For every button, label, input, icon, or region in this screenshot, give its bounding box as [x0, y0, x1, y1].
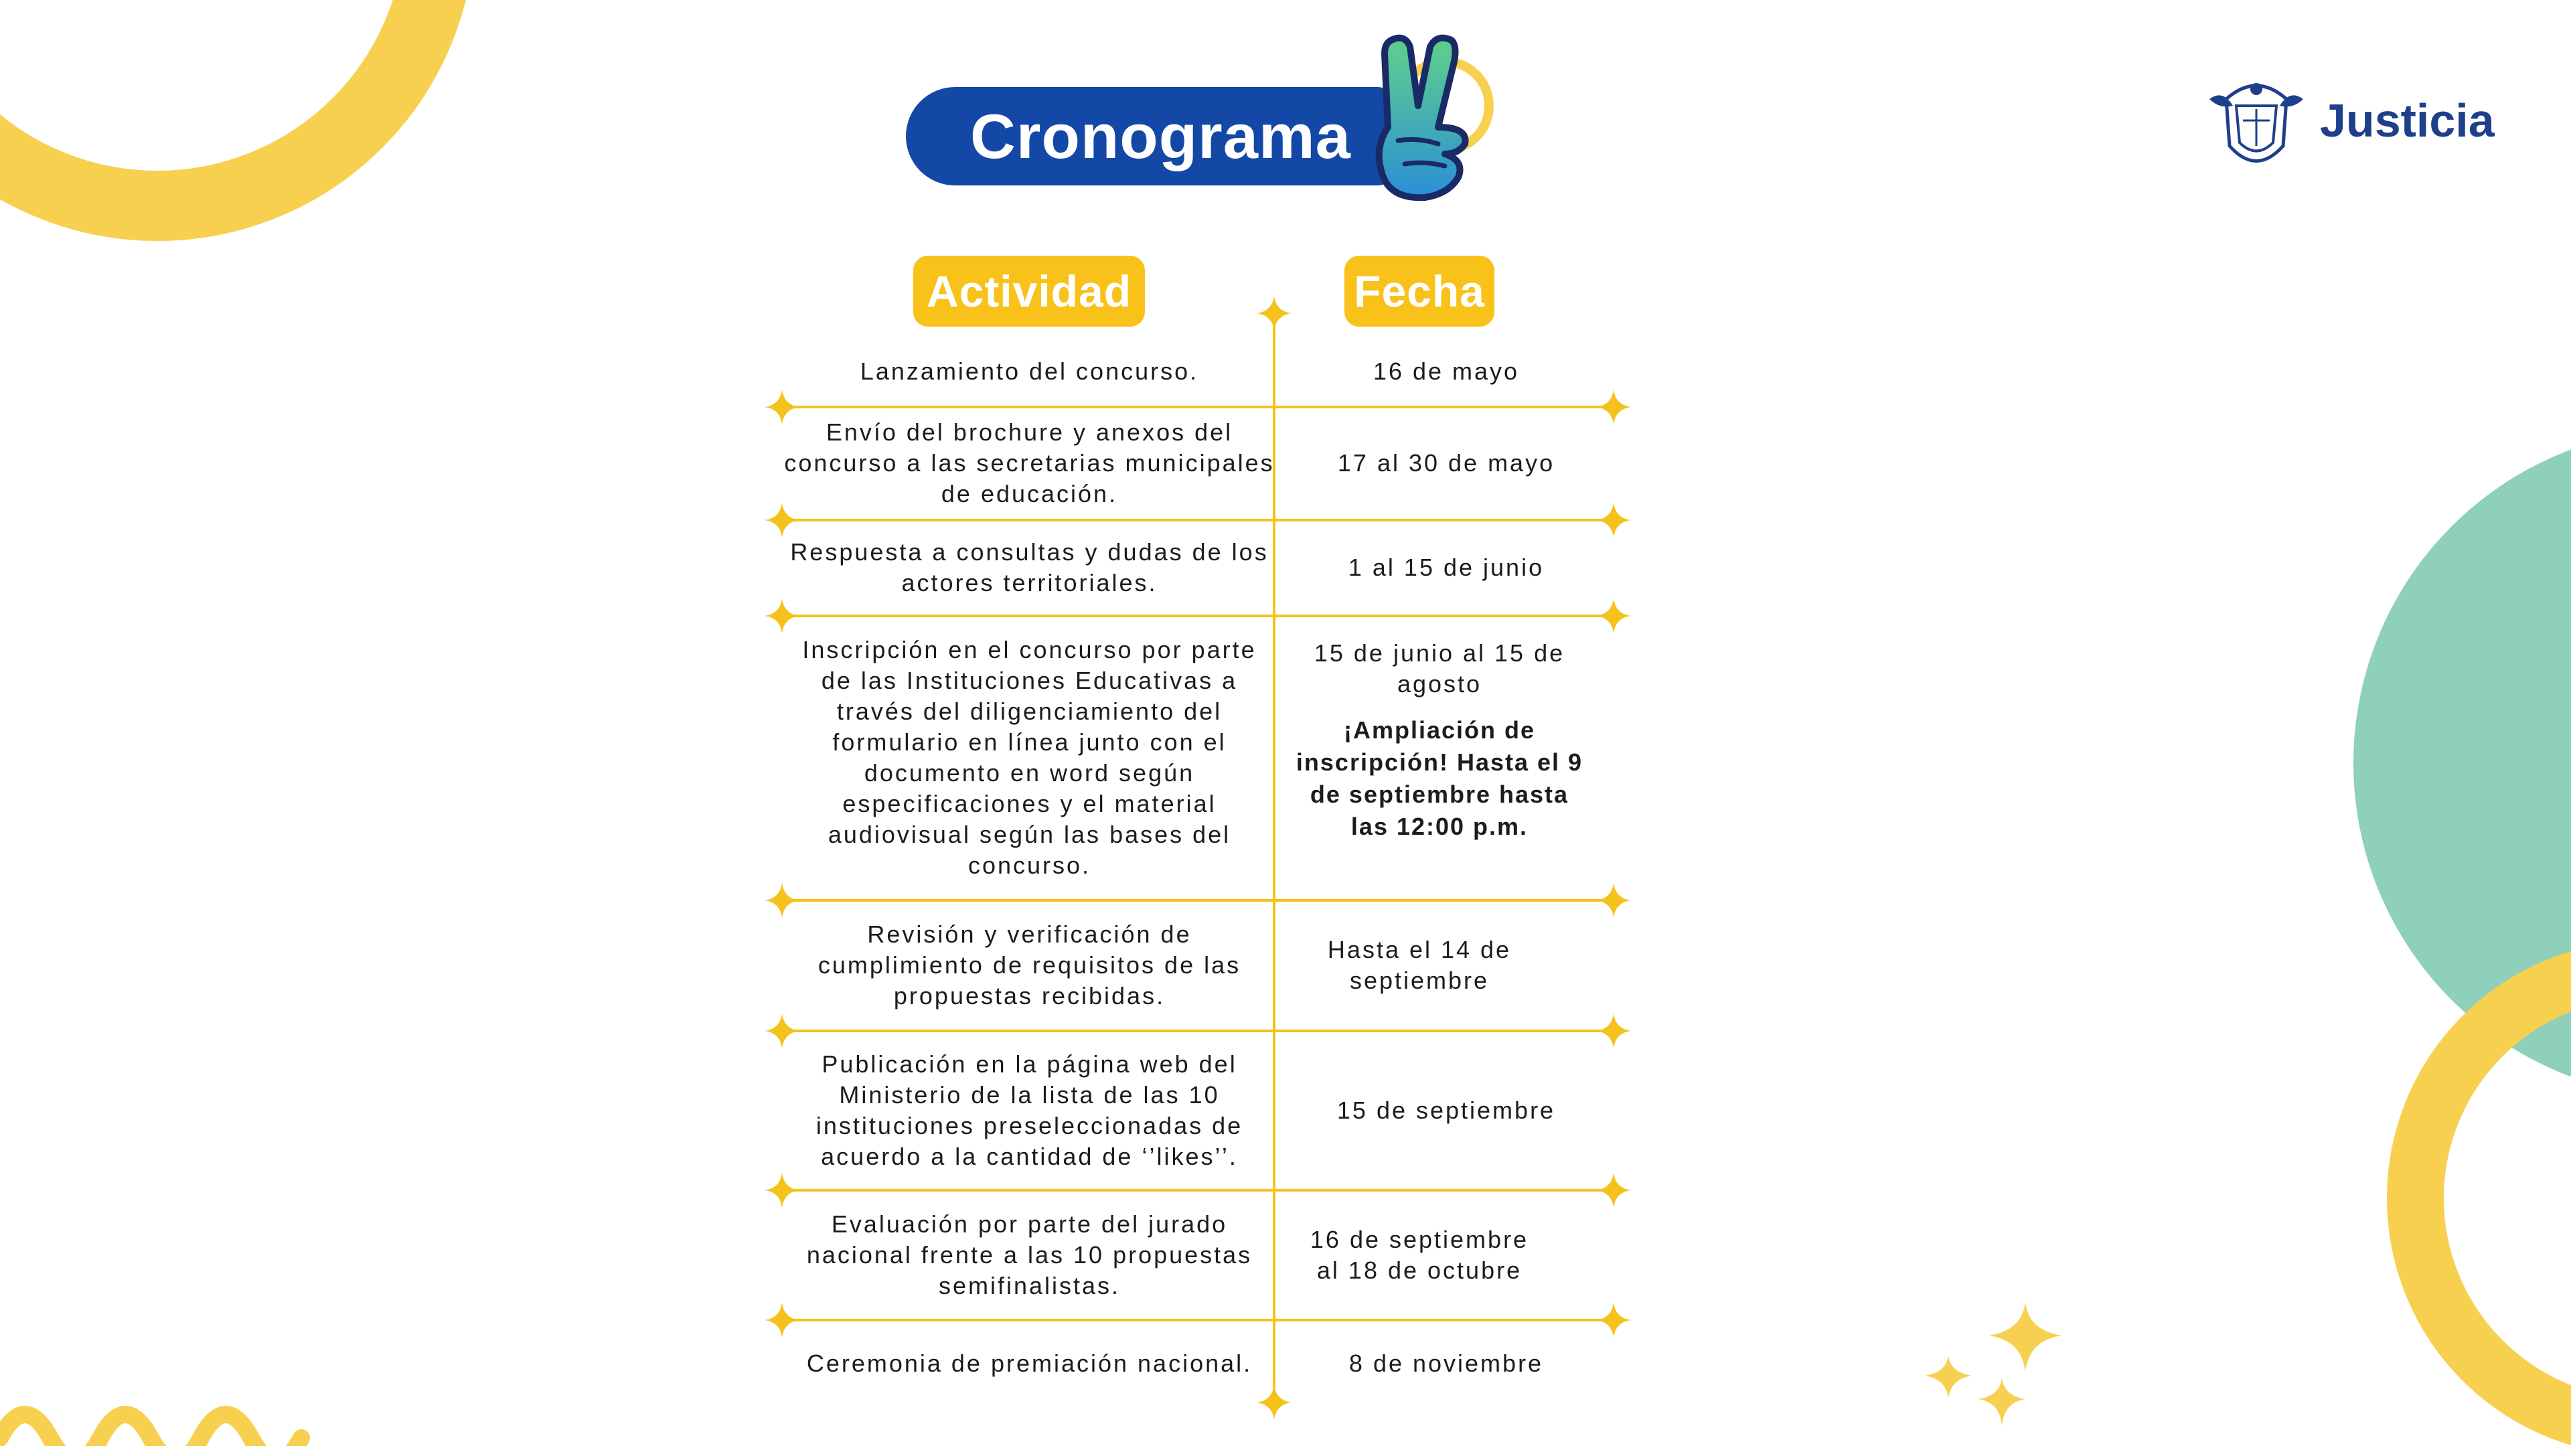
logo-wordmark: Justicia	[2320, 94, 2495, 147]
table-cell-activity: Evaluación por parte del jurado nacional frente a las 10 propuestas semifinalistas.	[806, 1210, 1253, 1299]
table-cell-date: Hasta el 14 de septiembre	[1327, 936, 1512, 994]
table-cell-activity: Revisión y verificación de cumplimiento de requisitos de las propuestas recibidas.	[817, 920, 1241, 1009]
table-cell-date: 1 al 15 de junio	[1348, 554, 1545, 581]
table-cell-activity: Publicación en la página web del Ministerio de la lista de las 10 instituciones preseleccionadas de acuerdo a la cantidad de ‘’likes’’.	[815, 1050, 1243, 1170]
table-cell-activity: Respuesta a consultas y dudas de los actores territoriales.	[790, 538, 1269, 596]
table-cell-activity: Inscripción en el concurso por parte de las Instituciones Educativas a través del diligenciamiento del formulario en línea junto con el documento en word según especificaciones y el material audiovisual según las bases del concurso.	[802, 636, 1257, 879]
table-cell-date: 16 de septiembre al 18 de octubre	[1310, 1226, 1529, 1284]
column-header-activity: Actividad	[913, 256, 1145, 327]
table-cell-activity: Lanzamiento del concurso.	[860, 357, 1199, 385]
page-title: Cronograma	[970, 100, 1351, 171]
table-cell-date: 16 de mayo	[1373, 357, 1520, 385]
table-cell-date: 8 de noviembre	[1348, 1350, 1544, 1377]
table-cell-activity: Envío del brochure y anexos del concurso a las secretarias municipales de educación.	[784, 418, 1275, 507]
table-cell-activity: Ceremonia de premiación nacional.	[806, 1350, 1253, 1377]
table-cell-date: 15 de septiembre	[1336, 1097, 1556, 1124]
registration-extension-note: ¡Ampliación de inscripción! Hasta el 9 de septiembre hasta las 12:00 p.m.	[1296, 716, 1583, 840]
date-text: 15 de junio al 15 de agosto	[1314, 639, 1565, 698]
table-cell-date: 17 al 30 de mayo	[1337, 449, 1555, 477]
column-header-date: Fecha	[1344, 256, 1494, 327]
table-cell-date	[1292, 619, 1587, 896]
